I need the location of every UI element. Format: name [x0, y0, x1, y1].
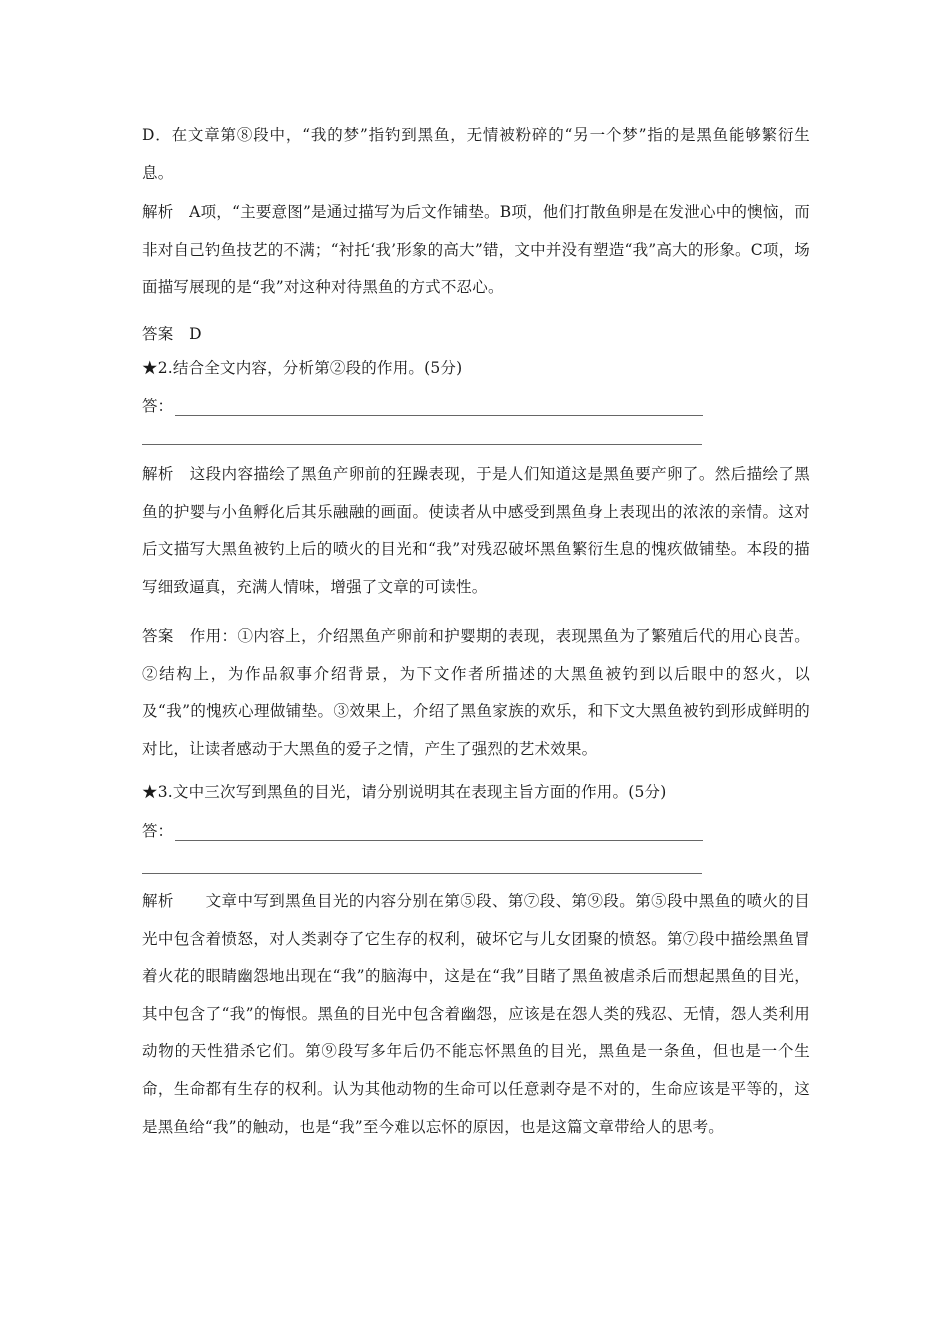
q1-analysis: 解析 A项，“主要意图”是通过描写为后文作铺垫。B项，他们打散鱼卵是在发泄心中的懊恼，而非对自己钓鱼技艺的不满；“衬托‘我’形象的高大”错，文中并没有塑造“我”高大的形象。C项，场面描写展现的是“我”对这种对待黑鱼的方式不忍心。 [142, 203, 810, 297]
q3-answer-blank-line[interactable] [142, 873, 702, 874]
answer-line [175, 401, 703, 416]
q3-title: ★3.文中三次写到黑鱼的目光，请分别说明其在表现主旨方面的作用。(5分) [142, 783, 667, 801]
q1-answer: 答案 D [142, 325, 202, 343]
answer-line [175, 826, 703, 841]
q2-title: ★2.结合全文内容，分析第②段的作用。(5分) [142, 359, 463, 377]
q2-answer-field[interactable] [142, 394, 703, 416]
option-d-text: D．在文章第⑧段中，“我的梦”指钓到黑鱼，无情被粉碎的“另一个梦”指的是黑鱼能够繁衍生息。 [142, 126, 810, 182]
q3-analysis: 解析 文章中写到黑鱼目光的内容分别在第⑤段、第⑦段、第⑨段。第⑤段中黑鱼的喷火的目光中包含着愤怒，对人类剥夺了它生存的权利，破坏它与儿女团聚的愤怒。第⑦段中描绘黑鱼冒着火花的眼睛幽怨地出现在“我”的脑海中，这是在“我”目睹了黑鱼被虐杀后而想起黑鱼的目光，其中包含了“我”的悔恨。黑鱼的目光中包含着幽怨，应该是在怨人类的残忍、无情，怨人类利用动物的天性猎杀它们。第⑨段写多年后仍不能忘怀黑鱼的目光，黑鱼是一条鱼，但也是一个生命，生命都有生存的权利。认为其他动物的生命可以任意剥夺是不对的，生命应该是平等的，这是黑鱼给“我”的触动，也是“我”至今难以忘怀的原因，也是这篇文章带给人的思考。 [142, 892, 810, 1136]
q3-answer-field[interactable] [142, 819, 703, 841]
answer-label: 答： [142, 397, 174, 415]
answer-label: 答： [142, 822, 174, 840]
q2-analysis: 解析 这段内容描绘了黑鱼产卵前的狂躁表现，于是人们知道这是黑鱼要产卵了。然后描绘了黑鱼的护婴与小鱼孵化后其乐融融的画面。使读者从中感受到黑鱼身上表现出的浓浓的亲情。这对后文描写大黑鱼被钓上后的喷火的目光和“我”对残忍破坏黑鱼繁衍生息的愧疚做铺垫。本段的描写细致逼真，充满人情味，增强了文章的可读性。 [142, 465, 810, 596]
q2-answer: 答案 作用：①内容上，介绍黑鱼产卵前和护婴期的表现，表现黑鱼为了繁殖后代的用心良苦。②结构上，为作品叙事介绍背景，为下文作者所描述的大黑鱼被钓到以后眼中的怒火，以及“我”的愧疚心理做铺垫。③效果上，介绍了黑鱼家族的欢乐，和下文大黑鱼被钓到形成鲜明的对比，让读者感动于大黑鱼的爱子之情，产生了强烈的艺术效果。 [142, 627, 810, 758]
q2-answer-blank-line[interactable] [142, 444, 702, 445]
